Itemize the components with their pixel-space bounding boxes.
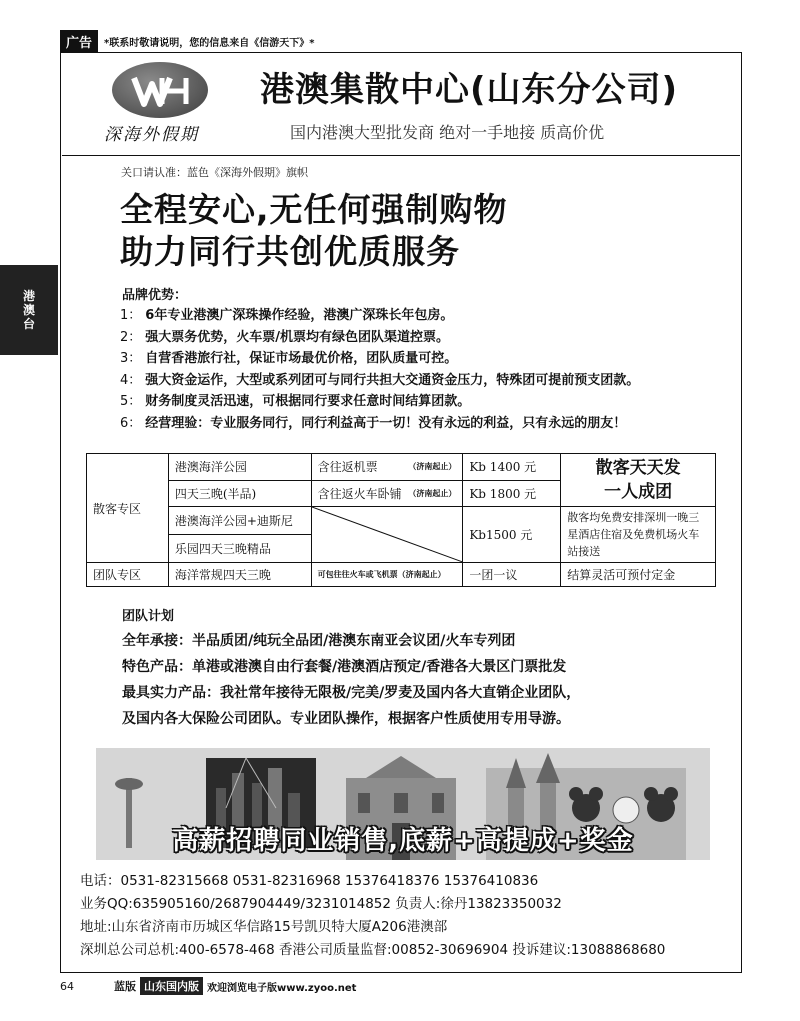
contact-info	[80, 870, 740, 962]
list-item: 全年承接：半品质团/纯玩全品团/港澳东南亚会议团/火车专列团	[122, 633, 516, 649]
hq-line: 深圳总公司总机:400-6578-468 香港公司质量监督:00852-30696904 投诉建议:13088868680	[80, 942, 666, 958]
page-number: 64	[60, 979, 74, 993]
brand-advantages-title: 品牌优势：	[122, 288, 188, 303]
transport-cell: 可包往往火车或飞机票（济南起止）	[311, 563, 463, 587]
route-cell: 港澳海洋公园+迪斯尼	[168, 507, 311, 535]
logo-script-text: 深海外假期	[104, 125, 199, 145]
transport-cell-empty	[311, 507, 463, 563]
diagonal-line	[312, 507, 463, 562]
list-item: 及国内各大保险公司团队。专业团队操作，根据客户性质使用专用导游。	[122, 711, 570, 727]
headline-primary: 全程安心,无任何强制购物	[120, 190, 508, 229]
list-item: 6： 经营理验：专业服务同行，同行利益高于一切！没有永远的利益，只有永远的朋友！	[120, 415, 627, 431]
transport-cell: 含往返火车卧铺 （济南起止）	[311, 480, 463, 507]
zone-team-cell: 团队专区	[87, 563, 169, 587]
route-cell: 港澳海洋公园	[168, 454, 311, 481]
price-cell: Kb1500 元	[463, 507, 561, 563]
list-item: 5： 财务制度灵活迅速，可根据同行要求任意时间结算团款。	[120, 394, 471, 409]
list-item: 3： 自营香港旅行社，保证市场最优价格，团队质量可控。	[120, 351, 458, 366]
promo-cell: 结算灵活可预付定金	[561, 563, 716, 587]
table-row	[87, 454, 716, 481]
route-cell: 乐园四天三晚精品	[168, 535, 311, 563]
transport-cell: 含往返机票 （济南起止）	[311, 454, 463, 481]
side-tab-char: 港	[22, 289, 35, 303]
edition-label: 蓝版	[114, 980, 136, 993]
recruitment-text: 高薪招聘同业销售,底薪+高提成+奖金	[172, 826, 634, 856]
table-row	[87, 563, 716, 587]
source-notice: *联系时敬请说明，您的信息来自《信游天下》*	[104, 37, 315, 49]
brand-flag-notice: 关口请认准：蓝色《深海外假期》旗帜	[121, 166, 308, 179]
promo-title-cell: 散客天天发 一人成团	[561, 454, 716, 507]
price-cell: Kb 1400 元	[463, 454, 561, 481]
side-tab-char: 澳	[22, 303, 35, 317]
route-cell: 海洋常规四天三晚	[168, 563, 311, 587]
side-tab-char: 台	[22, 317, 35, 331]
page-footer	[60, 975, 740, 997]
region-side-tab	[0, 265, 58, 355]
list-item: 4： 强大资金运作，大型或系列团可与同行共担大交通资金压力，特殊团可提前预支团款。	[120, 372, 640, 388]
price-cell: Kb 1800 元	[463, 480, 561, 507]
ad-label: 广告	[60, 30, 98, 53]
company-name: 港澳集散中心(山东分公司)	[260, 70, 679, 110]
header-divider	[62, 155, 740, 156]
price-cell: 一团一议	[463, 563, 561, 587]
company-tagline: 国内港澳大型批发商 绝对一手地接 质高价优	[290, 123, 605, 142]
list-item: 特色产品：单港或港澳自由行套餐/港澳酒店预定/香港各大景区门票批发	[122, 659, 567, 675]
list-item: 最具实力产品：我社常年接待无限极/完美/罗麦及国内各大直销企业团队，	[122, 685, 581, 701]
phone-line: 电话：0531-82315668 0531-82316968 15376418376 15376410836	[80, 873, 539, 889]
tour-price-table	[86, 453, 716, 587]
brand-advantages-list	[120, 305, 720, 434]
team-plan-list	[122, 628, 722, 732]
recruitment-banner	[96, 748, 710, 860]
edition-badge: 山东国内版	[140, 977, 203, 995]
list-item: 1： 6年专业港澳广深珠操作经验，港澳广深珠长年包房。	[120, 308, 454, 323]
logo-emblem	[112, 62, 208, 118]
logo-wh-mark	[112, 62, 208, 118]
zone-fit-cell: 散客专区	[87, 454, 169, 563]
company-logo	[104, 58, 222, 144]
list-item: 2： 强大票务优势，火车票/机票均有绿色团队渠道控票。	[120, 329, 450, 345]
ad-header-bar	[60, 30, 740, 52]
website-link[interactable]: 欢迎浏览电子版www.zyoo.net	[207, 982, 357, 994]
promo-text-cell: 散客均免费安排深圳一晚三星酒店住宿及免费机场火车站接送	[561, 507, 716, 563]
team-plan-title: 团队计划	[122, 609, 175, 624]
route-cell: 四天三晚(半品)	[168, 480, 311, 507]
address-line: 地址:山东省济南市历城区华信路15号凯贝特大厦A206港澳部	[80, 919, 448, 935]
qq-line: 业务QQ:635905160/2687904449/3231014852 负责人:徐丹13823350032	[80, 896, 562, 912]
table-row	[87, 507, 716, 535]
headline-secondary: 助力同行共创优质服务	[120, 232, 460, 271]
